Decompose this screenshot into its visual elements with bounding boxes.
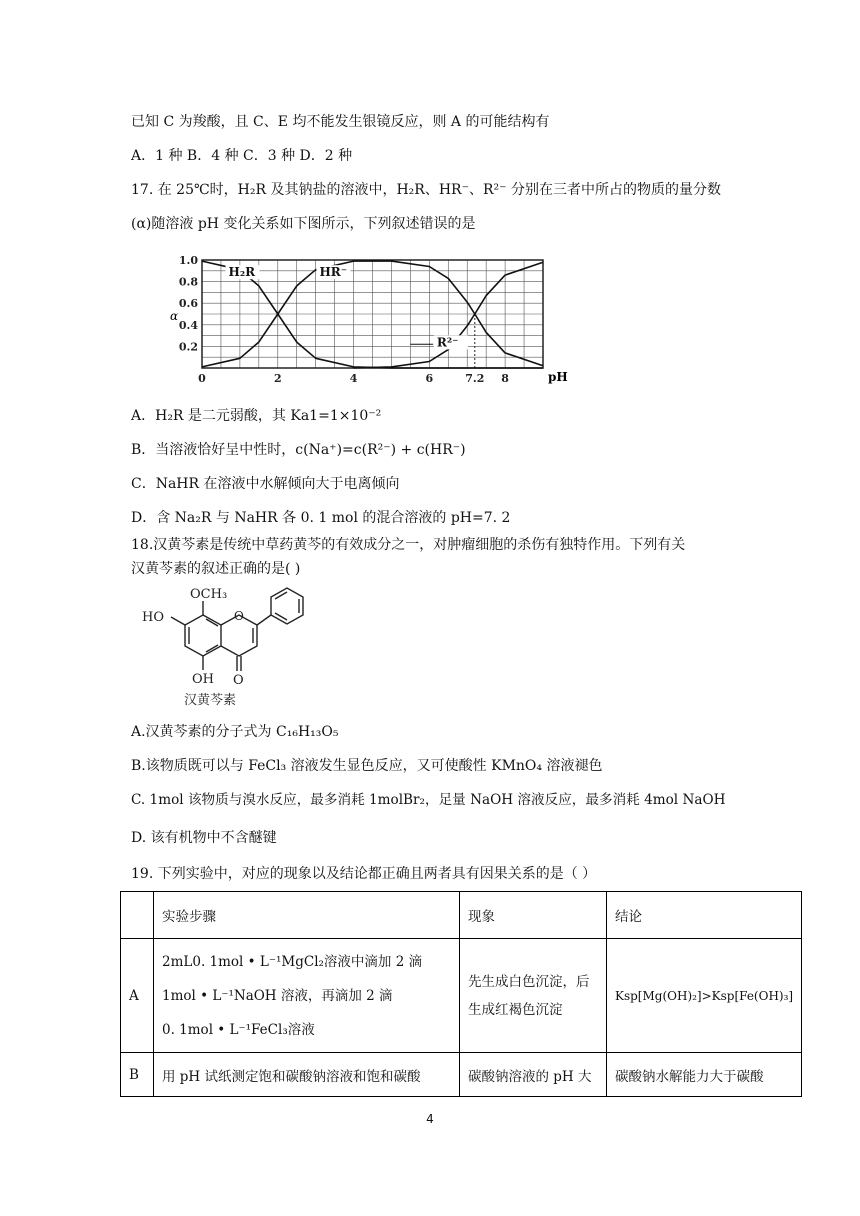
x-tick-label: 6 [425, 372, 434, 385]
table-row [121, 1053, 802, 1097]
step-cell [154, 939, 460, 1053]
table-header-row [121, 892, 802, 939]
page-number: 4 [426, 1112, 434, 1126]
x-tick-label: 8 [501, 372, 509, 385]
species-distribution-chart [162, 248, 602, 388]
q16-options: A．1 种 B．4 种 C．3 种 D．2 种 [131, 148, 353, 164]
step-cell: 用 pH 试纸测定饱和碳酸钠溶液和饱和碳酸 [154, 1053, 460, 1097]
row-label: A [121, 939, 154, 1053]
conclusion-cell: Ksp[Mg(OH)₂]>Ksp[Fe(OH)₃] [607, 939, 802, 1053]
wogonin-structure [140, 585, 320, 710]
ring-b [271, 588, 303, 624]
q18-stem-line2: 汉黄芩素的叙述正确的是( ) [131, 561, 301, 577]
hydroxy-label-left: HO [142, 610, 164, 625]
table-row [121, 939, 802, 1053]
structure-caption: 汉黄芩素 [184, 693, 237, 708]
y-tick-label: 1.0 [178, 254, 198, 267]
q17-option-b: B．当溶液恰好呈中性时，c(Na⁺)=c(R²⁻) + c(HR⁻) [131, 442, 466, 458]
q17-option-a: A．H₂R 是二元弱酸，其 Ka1=1×10⁻² [131, 408, 382, 424]
y-tick-label: 0.6 [178, 297, 198, 311]
q17-option-d: D．含 Na₂R 与 NaHR 各 0. 1 mol 的混合溶液的 pH=7. 2 [131, 510, 511, 526]
phenomenon-cell [460, 939, 607, 1053]
y-tick-label: 0.2 [178, 340, 198, 354]
ring-a [185, 615, 221, 656]
phenomenon-cell: 碳酸钠溶液的 pH 大 [460, 1053, 607, 1097]
x-tick-label: 0 [198, 372, 206, 385]
conclusion-cell: 碳酸钠水解能力大于碳酸 [607, 1053, 802, 1097]
phenomenon-line: 生成红褐色沉淀 [468, 1001, 563, 1018]
q18-option-d: D. 该有机物中不含醚键 [131, 830, 277, 846]
q17-stem-line1: 17. 在 25℃时，H₂R 及其钠盐的溶液中，H₂R、HR⁻、R²⁻ 分别在三者中所占的物质的量分数 [131, 182, 721, 198]
series-label: HR⁻ [319, 265, 348, 280]
y-axis-label: α [170, 309, 179, 323]
phenomenon-line: 先生成白色沉淀，后 [468, 973, 590, 990]
q18-option-a: A.汉黄芩素的分子式为 C₁₆H₁₃O₅ [131, 724, 339, 740]
step-line: 0. 1mol • L⁻¹FeCl₃溶液 [162, 1021, 315, 1038]
q19-stem: 19. 下列实验中，对应的现象以及结论都正确且两者具有因果关系的是（ ） [131, 866, 597, 882]
q16-stem: 已知 C 为羧酸，且 C、E 均不能发生银镜反应，则 A 的可能结构有 [131, 114, 550, 130]
methoxy-label: OCH₃ [190, 587, 228, 602]
y-tick-label: 0.8 [178, 275, 198, 289]
carbonyl-oxygen-label: O [233, 673, 244, 688]
hydroxy-label-bottom: OH [192, 672, 214, 687]
ring-oxygen-label: O [234, 609, 244, 623]
y-tick-label: 0.4 [178, 318, 198, 332]
x-axis-label: pH [548, 370, 568, 384]
series-label: R²⁻ [436, 335, 459, 350]
x-tick-label: 4 [349, 372, 358, 385]
row-label: B [121, 1053, 154, 1097]
table-header-cell: 结论 [607, 892, 802, 939]
x-tick-label: 2 [273, 372, 282, 385]
table-header-cell: 现象 [460, 892, 607, 939]
y-tick-labels [179, 254, 198, 353]
q18-stem-line1: 18.汉黄芩素是传统中草药黄芩的有效成分之一，对肿瘤细胞的杀伤有独特作用。下列有关 [131, 537, 686, 553]
x-tick-label: 7.2 [465, 372, 485, 385]
series-label: H₂R [228, 265, 256, 280]
table-header-cell [121, 892, 154, 939]
step-line: 1mol • L⁻¹NaOH 溶液，再滴加 2 滴 [162, 987, 393, 1004]
q18-option-c: C. 1mol 该物质与溴水反应，最多消耗 1molBr₂，足量 NaOH 溶液反应，最多消耗 4mol NaOH [131, 792, 726, 808]
step-line: 2mL0. 1mol • L⁻¹MgCl₂溶液中滴加 2 滴 [162, 953, 423, 970]
experiment-table [120, 891, 802, 1097]
q18-option-b: B.该物质既可以与 FeCl₃ 溶液发生显色反应，又可使酸性 KMnO₄ 溶液褪色 [131, 758, 603, 774]
q17-option-c: C．NaHR 在溶液中水解倾向大于电离倾向 [131, 476, 400, 492]
table-header-cell: 实验步骤 [154, 892, 460, 939]
x-tick-labels [198, 372, 509, 385]
q17-stem-line2: (α)随溶液 pH 变化关系如下图所示，下列叙述错误的是 [131, 216, 476, 232]
